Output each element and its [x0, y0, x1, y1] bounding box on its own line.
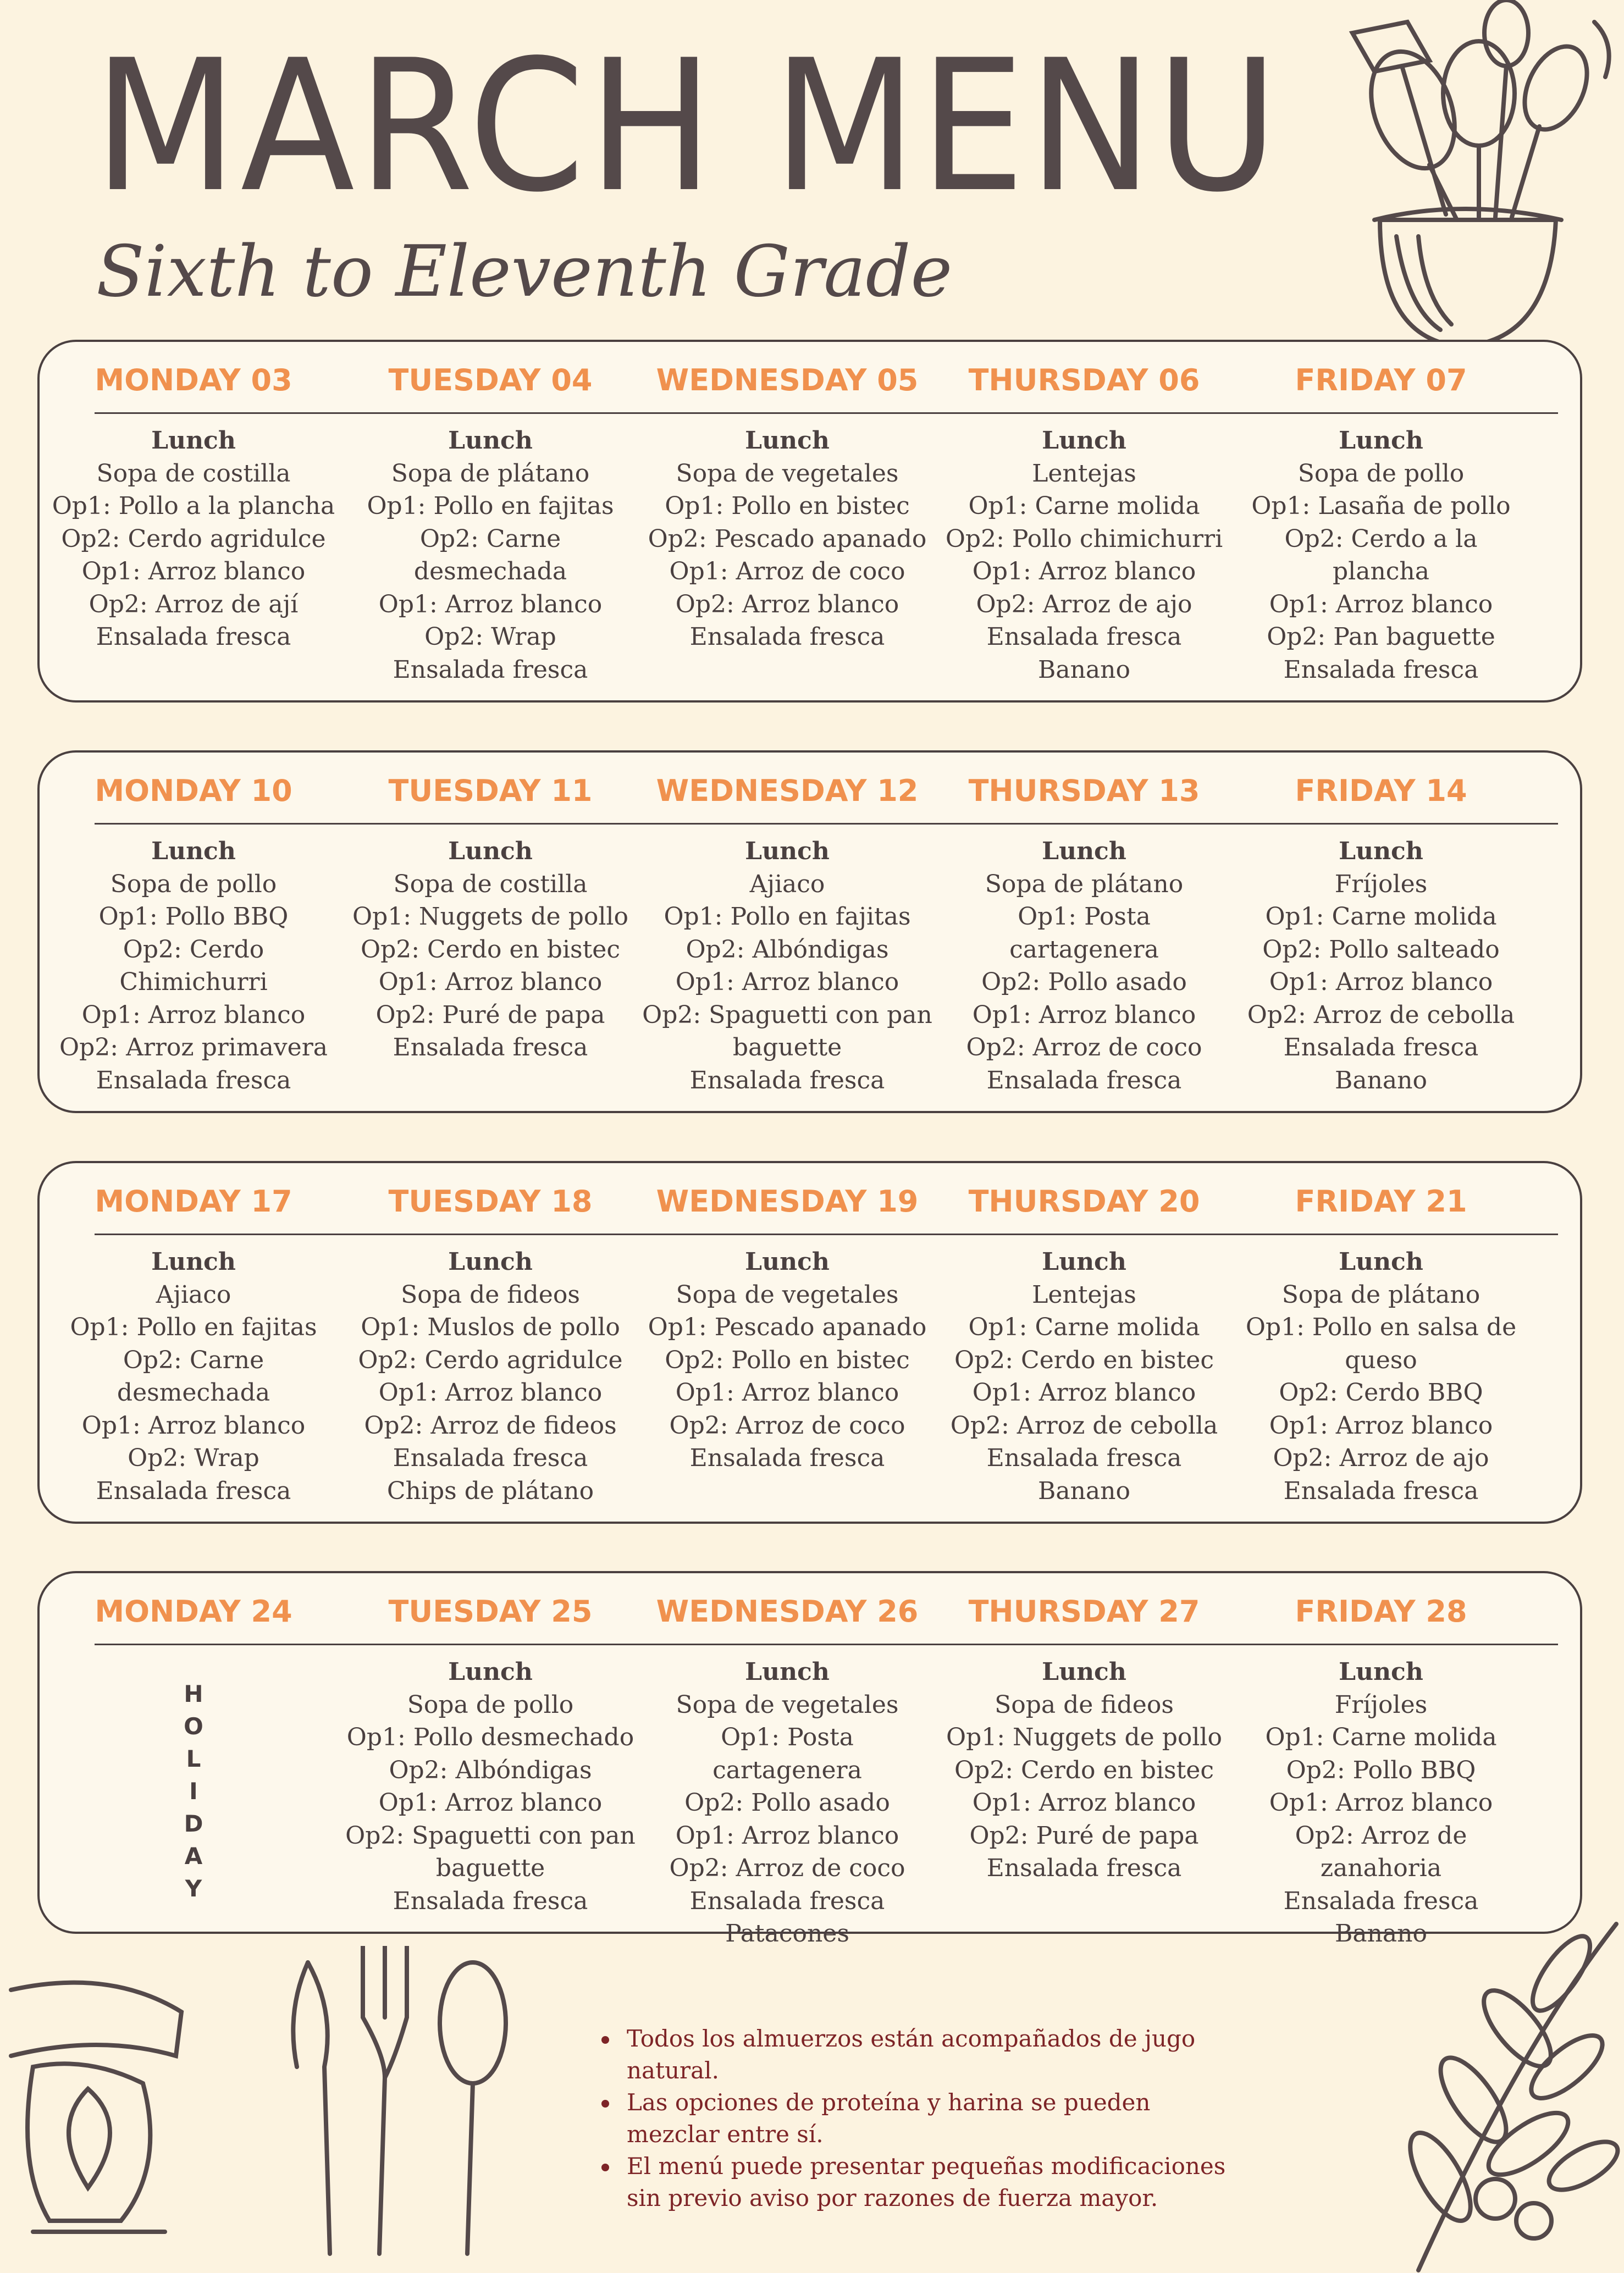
menu-item: Op2: Arroz de ají [89, 590, 299, 618]
day-menu [1233, 835, 1529, 1097]
menu-item: Op2: Cerdo en bistec [954, 1346, 1214, 1374]
holiday-letter: O [184, 1713, 203, 1740]
day-heading: FRIDAY 28 [1295, 1594, 1467, 1629]
day-column [342, 1573, 639, 1932]
day-menu [936, 1656, 1233, 1885]
note-line: natural. [627, 2057, 719, 2084]
day-menu [936, 835, 1233, 1097]
day-menu [1233, 1656, 1529, 1950]
menu-item: queso [1345, 1346, 1417, 1374]
day-column [639, 1163, 936, 1522]
day-menu [342, 1656, 639, 1917]
menu-item: Ensalada fresca [393, 1887, 588, 1915]
day-column [45, 1163, 342, 1522]
day-heading: TUESDAY 18 [388, 1184, 593, 1219]
menu-item: Op2: Carne [419, 524, 561, 553]
menu-item: Op1: Pescado apanado [648, 1313, 927, 1341]
menu-item: Op1: Pollo en fajitas [367, 492, 614, 520]
holiday-letter: L [186, 1745, 201, 1772]
menu-item: Op1: Arroz blanco [972, 1379, 1196, 1407]
menu-item: Op1: Nuggets de pollo [946, 1723, 1222, 1751]
menu-item: Op1: Arroz blanco [1269, 968, 1493, 996]
lunch-label: Lunch [745, 1658, 830, 1686]
day-heading: WEDNESDAY 19 [656, 1184, 919, 1219]
menu-item: Op2: Puré de papa [969, 1821, 1199, 1850]
day-menu [342, 424, 639, 686]
menu-item: Ensalada fresca [986, 1854, 1182, 1882]
menu-item: Ensalada fresca [393, 1033, 588, 1061]
menu-item: Op2: Pollo BBQ [1286, 1756, 1476, 1784]
menu-item: Op2: Pollo en bistec [665, 1346, 910, 1374]
menu-item: Sopa de costilla [96, 459, 291, 488]
menu-item: Op2: Arroz de cebolla [950, 1411, 1218, 1440]
menu-item: Ensalada fresca [689, 1444, 885, 1472]
menu-item: Op1: Carne molida [1265, 903, 1497, 931]
menu-item: Op1: Pollo BBQ [98, 903, 289, 931]
holiday-letter: I [189, 1778, 198, 1805]
day-heading: WEDNESDAY 05 [656, 363, 919, 397]
menu-item: Op2: Arroz de cebolla [1247, 1000, 1515, 1029]
menu-item: Ensalada fresca [986, 623, 1182, 651]
day-column [342, 753, 639, 1111]
day-heading: TUESDAY 25 [388, 1594, 593, 1629]
menu-item: Op1: Posta [1018, 903, 1151, 931]
holiday-letter: H [184, 1680, 203, 1707]
day-menu [936, 1246, 1233, 1507]
menu-item: Op1: Arroz blanco [972, 1789, 1196, 1817]
day-heading: WEDNESDAY 12 [656, 773, 919, 808]
menu-item: baguette [435, 1854, 545, 1882]
menu-item: Op2: Arroz de ajo [1273, 1444, 1489, 1472]
holiday-letter: Y [185, 1875, 202, 1902]
note-line: Todos los almuerzos están acompañados de jugo [627, 2025, 1196, 2052]
menu-item: Op2: Cerdo agridulce [61, 524, 326, 553]
menu-item: Op1: Arroz blanco [378, 1379, 603, 1407]
menu-item: Op1: Arroz de coco [669, 557, 905, 585]
note-line: sin previo aviso por razones de fuerza mayor. [627, 2184, 1158, 2211]
menu-item: Fríjoles [1334, 870, 1428, 898]
lunch-label: Lunch [1339, 427, 1423, 455]
day-menu [1233, 424, 1529, 686]
menu-item: Op1: Arroz blanco [378, 968, 603, 996]
menu-item: Op1: Carne molida [968, 1313, 1200, 1341]
menu-item: Fríjoles [1334, 1690, 1428, 1719]
day-column [936, 1573, 1233, 1932]
lunch-label: Lunch [151, 1248, 236, 1276]
menu-item: Chimichurri [119, 968, 268, 996]
menu-item: Ensalada fresca [1283, 655, 1479, 684]
menu-item: Op1: Arroz blanco [1269, 590, 1493, 618]
menu-item: Op1: Arroz blanco [378, 590, 603, 618]
menu-item: Op1: Pollo en fajitas [70, 1313, 317, 1341]
day-column [342, 1163, 639, 1522]
page-subtitle: Sixth to Eleventh Grade [96, 231, 953, 313]
day-heading: WEDNESDAY 26 [656, 1594, 919, 1629]
holiday-letter: A [184, 1843, 203, 1870]
menu-item: plancha [1332, 557, 1430, 585]
lunch-label: Lunch [151, 837, 236, 865]
menu-item: Op1: Arroz blanco [972, 557, 1196, 585]
menu-item: Ensalada fresca [393, 1444, 588, 1472]
menu-item: Op1: Arroz blanco [675, 1821, 899, 1850]
menu-item: zanahoria [1320, 1854, 1442, 1882]
menu-item: Op1: Arroz blanco [81, 557, 306, 585]
day-column [1233, 753, 1529, 1111]
menu-item: Op2: Cerdo en bistec [361, 935, 620, 964]
day-heading: THURSDAY 20 [968, 1184, 1200, 1219]
menu-item: Patacones [725, 1920, 849, 1948]
menu-item: Op1: Arroz blanco [378, 1789, 603, 1817]
day-menu [1233, 1246, 1529, 1507]
menu-item: Op2: Albóndigas [389, 1756, 592, 1784]
menu-item: Op1: Nuggets de pollo [352, 903, 628, 931]
menu-item: Op2: Pollo asado [981, 968, 1187, 996]
menu-item: Op1: Arroz blanco [675, 1379, 899, 1407]
menu-item: Op1: Pollo desmechado [346, 1723, 634, 1751]
menu-item: Sopa de fideos [995, 1690, 1174, 1719]
day-heading: MONDAY 10 [95, 773, 292, 808]
menu-item: Ensalada fresca [96, 1476, 291, 1505]
lunch-label: Lunch [1042, 1248, 1126, 1276]
week-card [37, 750, 1582, 1113]
menu-item: Op1: Arroz blanco [1269, 1789, 1493, 1817]
menu-item: Op2: Cerdo BBQ [1279, 1379, 1483, 1407]
menu-item: Op1: Pollo en fajitas [664, 903, 911, 931]
utensil-holder-illustration [1297, 0, 1624, 352]
kitchen-utensils-illustration [0, 1946, 550, 2273]
menu-item: Op2: Spaguetti con pan [642, 1000, 932, 1029]
menu-item: Op1: Arroz blanco [972, 1000, 1196, 1029]
notes-list [594, 2023, 1297, 2214]
menu-item: desmechada [413, 557, 567, 585]
menu-item: Ensalada fresca [96, 623, 291, 651]
lunch-label: Lunch [1339, 1248, 1423, 1276]
menu-item: Op2: Arroz blanco [675, 590, 899, 618]
menu-item: Op2: Carne [123, 1346, 264, 1374]
day-heading: MONDAY 03 [95, 363, 292, 397]
lunch-label: Lunch [1339, 837, 1423, 865]
menu-item: Op2: Cerdo [123, 935, 264, 964]
day-column [936, 1163, 1233, 1522]
note-line: mezclar entre sí. [627, 2121, 824, 2148]
lunch-label: Lunch [151, 427, 236, 455]
day-menu [45, 835, 342, 1097]
menu-item: Op1: Arroz blanco [81, 1000, 306, 1029]
day-heading: FRIDAY 21 [1295, 1184, 1467, 1219]
menu-item: Op1: Carne molida [968, 492, 1200, 520]
note-line: El menú puede presentar pequeñas modificaciones [627, 2153, 1226, 2180]
menu-item: Sopa de vegetales [676, 459, 899, 488]
day-menu [45, 1246, 342, 1507]
menu-item: Op2: Arroz de coco [669, 1854, 905, 1882]
menu-item: Banano [1038, 1476, 1130, 1505]
menu-item: Op2: Albóndigas [686, 935, 889, 964]
menu-item: Op1: Posta [721, 1723, 854, 1751]
day-menu [639, 835, 936, 1097]
day-menu [45, 424, 342, 654]
menu-item: Op2: Cerdo agridulce [358, 1346, 623, 1374]
menu-item: Ensalada fresca [96, 1066, 291, 1094]
menu-item: Banano [1335, 1920, 1427, 1948]
day-heading: FRIDAY 07 [1295, 363, 1467, 397]
menu-item: Op1: Pollo en bistec [665, 492, 910, 520]
day-menu [342, 835, 639, 1064]
lunch-label: Lunch [745, 1248, 830, 1276]
lunch-label: Lunch [1339, 1658, 1423, 1686]
menu-item: Op2: Pollo chimichurri [945, 524, 1223, 553]
menu-item: Banano [1335, 1066, 1427, 1094]
menu-item: Op2: Arroz de fideos [364, 1411, 617, 1440]
menu-item: Op1: Arroz blanco [675, 968, 899, 996]
lunch-label: Lunch [448, 1248, 533, 1276]
menu-item: baguette [732, 1033, 842, 1061]
day-column [639, 753, 936, 1111]
lunch-label: Lunch [448, 1658, 533, 1686]
day-heading: TUESDAY 04 [388, 363, 593, 397]
day-column [936, 753, 1233, 1111]
week-card [37, 340, 1582, 703]
menu-item: Op2: Arroz de ajo [976, 590, 1192, 618]
menu-item: Lentejas [1032, 459, 1136, 488]
lunch-label: Lunch [448, 837, 533, 865]
lunch-label: Lunch [1042, 837, 1126, 865]
menu-item: Op1: Muslos de pollo [361, 1313, 620, 1341]
menu-item: Op2: Arroz de coco [966, 1033, 1202, 1061]
lunch-label: Lunch [745, 427, 830, 455]
menu-item: Op2: Arroz de [1295, 1821, 1467, 1850]
menu-item: Op2: Wrap [128, 1444, 259, 1472]
menu-item: Op2: Cerdo a la [1284, 524, 1478, 553]
note-line: Las opciones de proteína y harina se pueden [627, 2089, 1151, 2116]
holiday-letter: D [184, 1810, 203, 1837]
day-column [1233, 1163, 1529, 1522]
day-column [1233, 1573, 1529, 1948]
day-heading: THURSDAY 06 [968, 363, 1200, 397]
menu-item: Op1: Arroz blanco [81, 1411, 306, 1440]
menu-item: Sopa de pollo [407, 1690, 574, 1719]
menu-item: Op2: Cerdo en bistec [954, 1756, 1214, 1784]
menu-item: Sopa de fideos [401, 1280, 580, 1309]
menu-item: cartagenera [712, 1756, 862, 1784]
menu-item: Op1: Pollo a la plancha [52, 492, 335, 520]
menu-item: Op2: Pescado apanado [648, 524, 927, 553]
menu-item: Sopa de plátano [985, 870, 1184, 898]
day-menu [342, 1246, 639, 1507]
note-item [627, 2150, 1297, 2214]
menu-item: Op2: Wrap [424, 623, 556, 651]
day-menu [639, 424, 936, 654]
menu-item: Sopa de pollo [1297, 459, 1465, 488]
menu-item: Ajiaco [156, 1280, 231, 1309]
menu-item: Op1: Arroz blanco [1269, 1411, 1493, 1440]
menu-item: Ensalada fresca [393, 655, 588, 684]
lunch-label: Lunch [745, 837, 830, 865]
day-heading: THURSDAY 27 [968, 1594, 1200, 1629]
note-item [627, 2087, 1297, 2150]
menu-item: Ajiaco [749, 870, 825, 898]
day-column [45, 753, 342, 1111]
menu-item: Banano [1038, 655, 1130, 684]
page-title: MARCH MENU [93, 21, 1281, 232]
menu-item: Ensalada fresca [689, 623, 885, 651]
menu-item: Sopa de pollo [110, 870, 277, 898]
day-menu [936, 424, 1233, 686]
menu-item: Sopa de plátano [391, 459, 590, 488]
day-heading: THURSDAY 13 [968, 773, 1200, 808]
menu-item: Op1: Lasaña de pollo [1251, 492, 1511, 520]
holiday-label [45, 1678, 342, 1905]
menu-item: Sopa de plátano [1281, 1280, 1481, 1309]
menu-item: Op2: Pollo asado [684, 1789, 890, 1817]
day-heading: FRIDAY 14 [1295, 773, 1467, 808]
day-column [639, 1573, 936, 1948]
menu-item: Sopa de costilla [393, 870, 588, 898]
day-column [639, 342, 936, 700]
menu-item: Op1: Pollo en salsa de [1245, 1313, 1517, 1341]
menu-item: Chips de plátano [386, 1476, 594, 1505]
day-column [342, 342, 639, 700]
olive-branch-illustration [1352, 1913, 1624, 2273]
lunch-label: Lunch [1042, 1658, 1126, 1686]
menu-item: desmechada [117, 1379, 270, 1407]
menu-item: Sopa de vegetales [676, 1690, 899, 1719]
menu-item: cartagenera [1009, 935, 1159, 964]
menu-item: Ensalada fresca [1283, 1033, 1479, 1061]
day-column [936, 342, 1233, 700]
menu-item: Ensalada fresca [986, 1444, 1182, 1472]
menu-item: Ensalada fresca [689, 1066, 885, 1094]
day-heading: MONDAY 17 [95, 1184, 292, 1219]
lunch-label: Lunch [1042, 427, 1126, 455]
note-item [627, 2023, 1297, 2087]
lunch-label: Lunch [448, 427, 533, 455]
menu-item: Sopa de vegetales [676, 1280, 899, 1309]
day-column [1233, 342, 1529, 700]
menu-item: Op2: Pollo salteado [1262, 935, 1500, 964]
menu-item: Op2: Puré de papa [375, 1000, 605, 1029]
menu-item: Op2: Spaguetti con pan [345, 1821, 636, 1850]
day-column [45, 342, 342, 700]
menu-item: Op2: Pan baguette [1267, 623, 1495, 651]
menu-item: Ensalada fresca [1283, 1887, 1479, 1915]
week-card [37, 1161, 1582, 1524]
week-card [37, 1571, 1582, 1948]
menu-item: Ensalada fresca [986, 1066, 1182, 1094]
menu-item: Lentejas [1032, 1280, 1136, 1309]
menu-item: Op1: Carne molida [1265, 1723, 1497, 1751]
day-heading: TUESDAY 11 [388, 773, 593, 808]
menu-item: Op2: Arroz primavera [59, 1033, 328, 1061]
day-heading: MONDAY 24 [95, 1594, 292, 1629]
day-column [45, 1573, 342, 1932]
day-menu [639, 1246, 936, 1475]
menu-item: Op2: Arroz de coco [669, 1411, 905, 1440]
menu-item: Ensalada fresca [689, 1887, 885, 1915]
menu-item: Ensalada fresca [1283, 1476, 1479, 1505]
day-menu [639, 1656, 936, 1950]
